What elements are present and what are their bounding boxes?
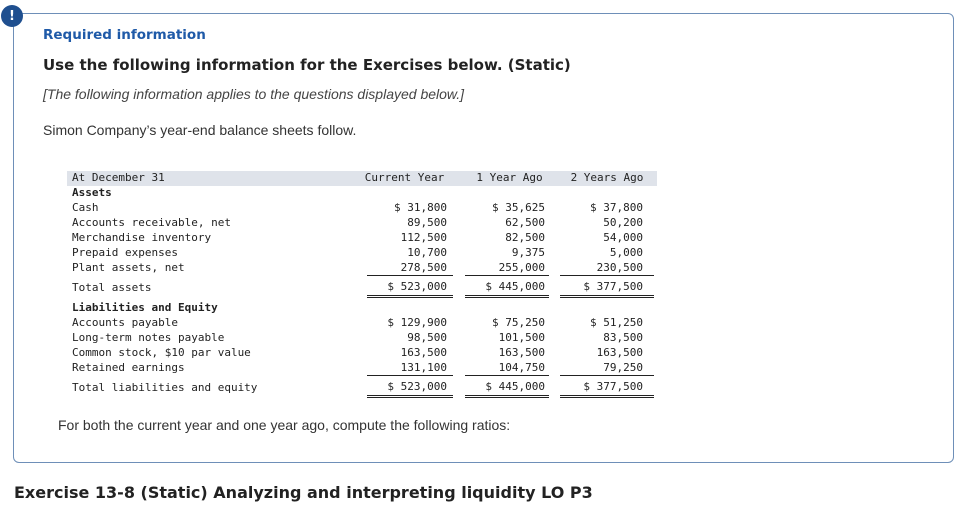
double-rule [465, 395, 549, 396]
double-rule [367, 397, 453, 398]
cell-value: 163,500 [596, 346, 643, 359]
row-label: Plant assets, net [72, 261, 185, 274]
cell-value: 54,000 [603, 231, 643, 244]
total-liabilities-equity-value: $ 377,500 [583, 380, 643, 393]
double-rule [560, 395, 654, 396]
subtotal-rule [560, 375, 654, 376]
row-label: Merchandise inventory [72, 231, 212, 244]
liabilities-equity-heading: Liabilities and Equity [72, 301, 218, 314]
subtotal-rule [465, 375, 549, 376]
column-header-current-year: Current Year [364, 171, 445, 184]
instructions-heading: Use the following information for the Exercises below. (Static) [43, 56, 571, 74]
cell-value: $ 37,800 [590, 201, 643, 214]
cell-value: 255,000 [498, 261, 545, 274]
intro-text: Simon Company’s year-end balance sheets follow. [43, 122, 357, 138]
cell-value: 5,000 [609, 246, 643, 259]
required-information-title: Required information [43, 27, 206, 43]
double-rule [560, 397, 654, 398]
cell-value: 62,500 [505, 216, 545, 229]
cell-value: 89,500 [407, 216, 447, 229]
row-label: Common stock, $10 par value [72, 346, 251, 359]
assets-heading: Assets [72, 186, 112, 199]
double-rule [367, 295, 453, 296]
cell-value: 104,750 [498, 361, 545, 374]
cell-value: 163,500 [400, 346, 447, 359]
cell-value: $ 35,625 [492, 201, 545, 214]
cell-value: 163,500 [498, 346, 545, 359]
cell-value: 10,700 [407, 246, 447, 259]
cell-value: 9,375 [511, 246, 545, 259]
cell-value: 79,250 [603, 361, 643, 374]
row-label: Long-term notes payable [72, 331, 225, 344]
total-assets-label: Total assets [72, 281, 152, 294]
cell-value: 98,500 [407, 331, 447, 344]
double-rule [465, 397, 549, 398]
subtotal-rule [367, 275, 453, 276]
double-rule [367, 297, 453, 298]
subtotal-rule [560, 275, 654, 276]
row-label: Accounts receivable, net [72, 216, 231, 229]
double-rule [465, 295, 549, 296]
cell-value: 112,500 [400, 231, 447, 244]
cell-value: 101,500 [498, 331, 545, 344]
cell-value: $ 51,250 [590, 316, 643, 329]
cell-value: 50,200 [603, 216, 643, 229]
date-label: At December 31 [72, 171, 165, 184]
double-rule [560, 295, 654, 296]
total-liabilities-equity-value: $ 523,000 [387, 380, 447, 393]
total-assets-value: $ 523,000 [387, 280, 447, 293]
subtotal-rule [465, 275, 549, 276]
row-label: Retained earnings [72, 361, 185, 374]
cell-value: $ 75,250 [492, 316, 545, 329]
cell-value: 83,500 [603, 331, 643, 344]
column-header-1-year-ago: 1 Year Ago [476, 171, 543, 184]
cell-value: 278,500 [400, 261, 447, 274]
cell-value: 82,500 [505, 231, 545, 244]
total-assets-value: $ 445,000 [485, 280, 545, 293]
cell-value: $ 31,800 [394, 201, 447, 214]
applies-note: [The following information applies to the questions displayed below.] [43, 86, 465, 102]
cell-value: 131,100 [400, 361, 447, 374]
exercise-title: Exercise 13-8 (Static) Analyzing and interpreting liquidity LO P3 [14, 483, 593, 502]
cell-value: 230,500 [596, 261, 643, 274]
compute-prompt: For both the current year and one year ago, compute the following ratios: [58, 417, 511, 433]
total-assets-value: $ 377,500 [583, 280, 643, 293]
row-label: Cash [72, 201, 99, 214]
subtotal-rule [367, 375, 453, 376]
double-rule [367, 395, 453, 396]
total-liabilities-equity-label: Total liabilities and equity [72, 381, 258, 394]
balance-sheet-table [57, 169, 657, 401]
total-liabilities-equity-value: $ 445,000 [485, 380, 545, 393]
alert-icon: ! [1, 5, 23, 27]
row-label: Prepaid expenses [72, 246, 178, 259]
row-label: Accounts payable [72, 316, 178, 329]
column-header-2-years-ago: 2 Years Ago [570, 171, 644, 184]
cell-value: $ 129,900 [387, 316, 447, 329]
double-rule [465, 297, 549, 298]
double-rule [560, 297, 654, 298]
